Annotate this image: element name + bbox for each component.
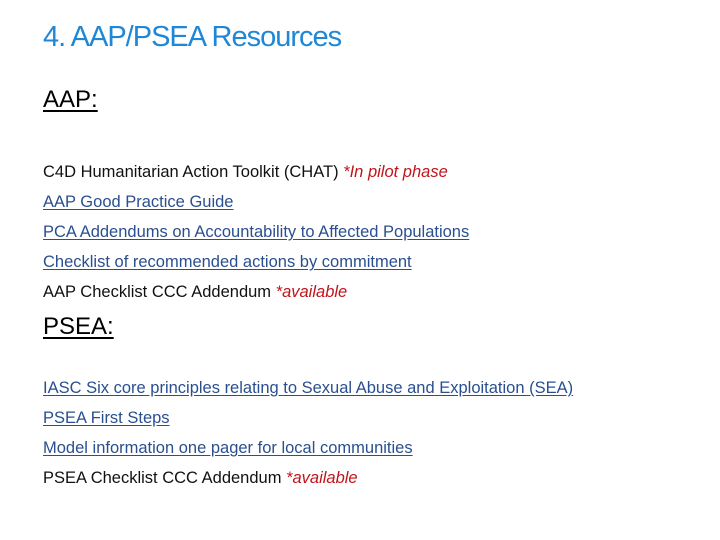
aap-checklist-text: AAP Checklist CCC Addendum [43,283,272,301]
list-item [43,189,469,219]
chat-toolkit-text: C4D Humanitarian Action Toolkit (CHAT) [43,163,339,181]
available-note: *available [275,283,348,301]
list-item [43,159,469,189]
psea-checklist-text: PSEA Checklist CCC Addendum [43,469,282,487]
iasc-six-core-principles-link[interactable]: IASC Six core principles relating to Sexual Abuse and Exploitation (SEA) [43,379,574,397]
list-item [43,375,573,405]
psea-resource-list [43,375,573,495]
pilot-phase-note: *In pilot phase [343,163,448,181]
model-information-one-pager-link[interactable]: Model information one pager for local communities [43,439,413,457]
pca-addendums-link[interactable]: PCA Addendums on Accountability to Affected Populations [43,223,470,241]
page-title: 4. AAP/PSEA Resources [43,21,342,53]
list-item [43,465,573,495]
list-item [43,219,469,249]
aap-resource-list [43,159,469,309]
available-note: *available [286,469,358,487]
list-item [43,249,469,279]
list-item [43,435,573,465]
psea-section-heading: PSEA: [43,313,114,340]
aap-section-heading: AAP: [43,86,98,113]
psea-first-steps-link[interactable]: PSEA First Steps [43,409,170,427]
list-item [43,279,469,309]
list-item [43,405,573,435]
checklist-recommended-actions-link[interactable]: Checklist of recommended actions by commitment [43,253,412,271]
aap-good-practice-guide-link[interactable]: AAP Good Practice Guide [43,193,234,211]
